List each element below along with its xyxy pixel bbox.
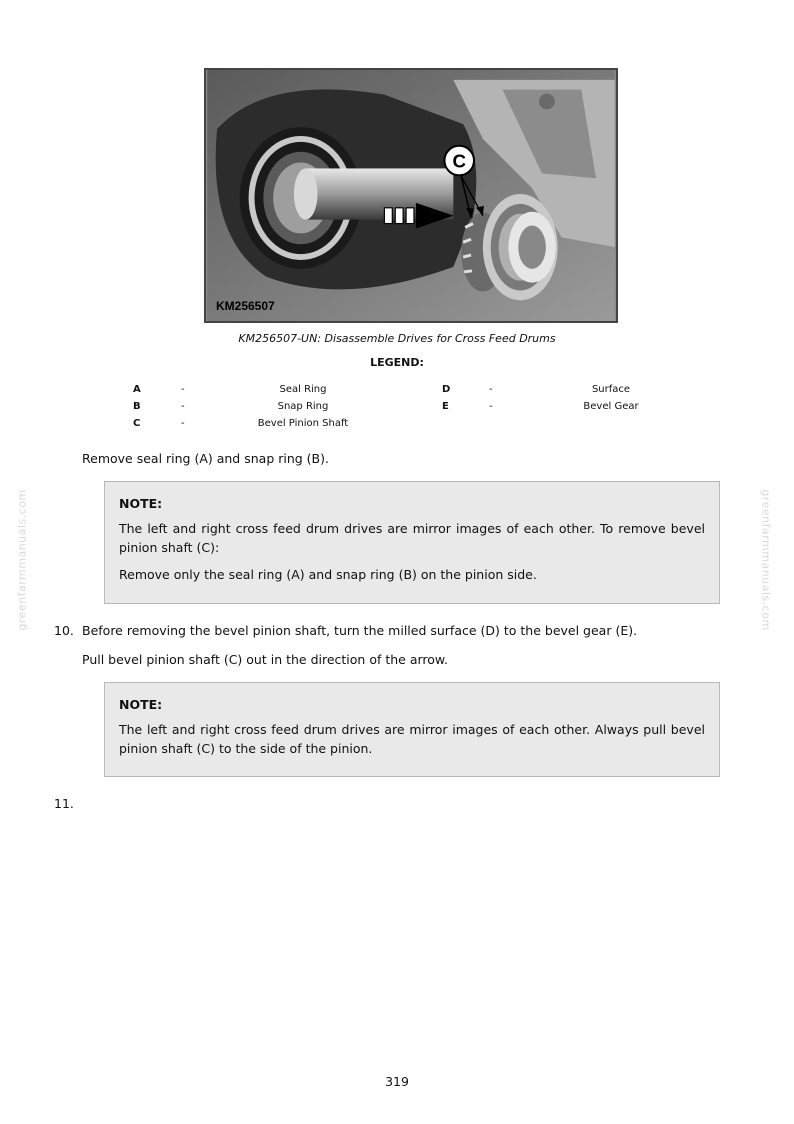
callout-letter: C <box>452 150 466 172</box>
legend-letter: E <box>442 401 449 412</box>
legend-label: Snap Ring <box>277 401 329 412</box>
note-text: Remove only the seal ring (A) and snap ring (B) on the pinion side. <box>119 567 537 582</box>
legend-letter: B <box>133 401 141 412</box>
legend-dash: - <box>181 401 185 412</box>
watermark: greenfarmmanuals.com <box>15 489 29 631</box>
legend-label: Bevel Pinion Shaft <box>257 418 349 429</box>
figure-caption: KM256507-UN: Disassemble Drives for Cross Feed Drums <box>238 332 556 345</box>
note-box <box>104 682 720 777</box>
step-number: 10. <box>54 623 74 638</box>
legend-letter: A <box>133 384 141 395</box>
step-remove-rings: Remove seal ring (A) and snap ring (B). <box>82 451 329 466</box>
figure-id-label: KM256507 <box>216 299 275 313</box>
legend-title: LEGEND: <box>370 356 424 369</box>
note-text: The left and right cross feed drum drives are mirror images of each other. To remove bevel pinion shaft (C): <box>119 521 705 555</box>
legend-letter: C <box>133 418 141 429</box>
gearbox-illustration <box>206 70 616 321</box>
watermark: greenfarmmanuals.com <box>759 489 773 631</box>
note-text: The left and right cross feed drum drives are mirror images of each other. Always pull bevel pinion shaft (C) to the side of the pinion. <box>119 722 705 756</box>
legend-label: Bevel Gear <box>583 401 639 412</box>
step-text: Before removing the bevel pinion shaft, turn the milled surface (D) to the bevel gear (E). <box>82 623 638 638</box>
legend-letter: D <box>442 384 451 395</box>
step-number: 11. <box>54 796 74 811</box>
legend-label: Surface <box>591 384 631 395</box>
page-number: 319 <box>385 1074 409 1089</box>
legend-dash: - <box>489 384 493 395</box>
note-box <box>104 481 720 604</box>
note-title: NOTE: <box>119 496 163 511</box>
legend-dash: - <box>489 401 493 412</box>
legend-dash: - <box>181 418 185 429</box>
figure-photo <box>204 68 618 323</box>
note-title: NOTE: <box>119 697 163 712</box>
step-subtext: Pull bevel pinion shaft (C) out in the direction of the arrow. <box>82 652 448 667</box>
legend-dash: - <box>181 384 185 395</box>
legend-label: Seal Ring <box>279 384 327 395</box>
